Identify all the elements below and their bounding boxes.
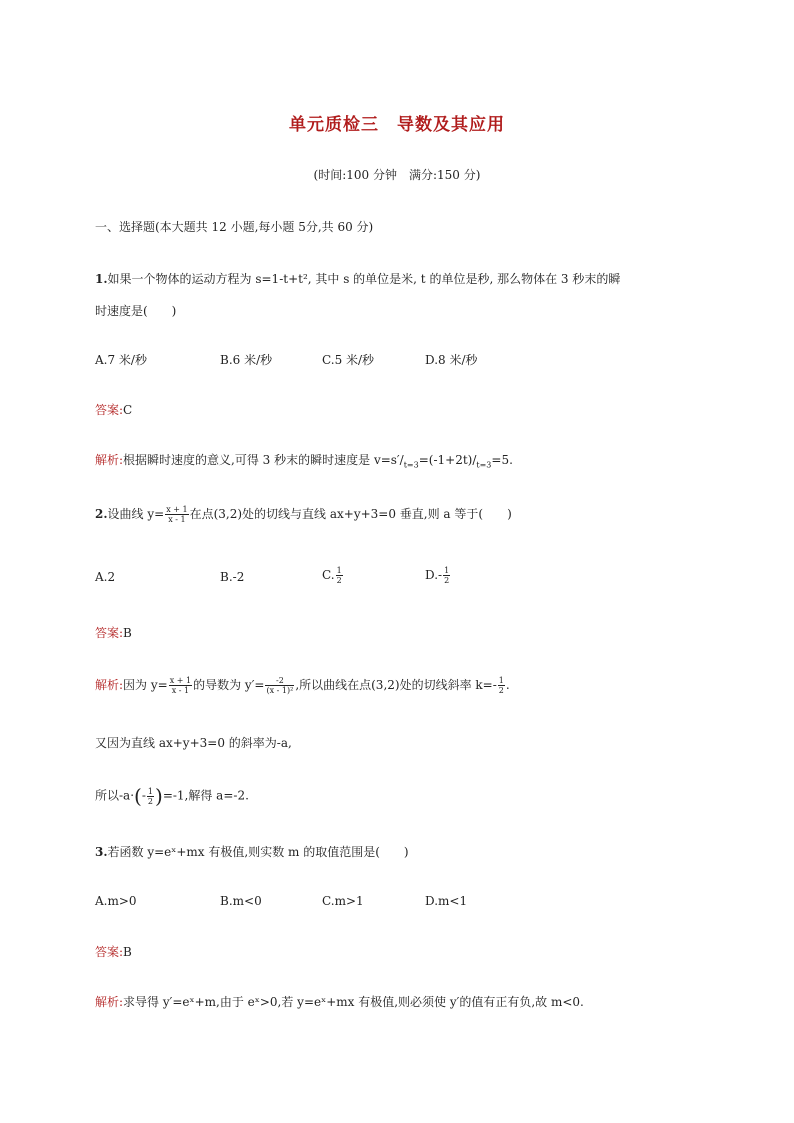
option-c: C. $\frac{1}{2}$	[322, 566, 342, 585]
option-d: D.- $\frac{1}{2}$	[425, 566, 450, 585]
option-b: B.m<0	[220, 894, 262, 908]
exam-info: (时间:100 分钟 满分:150 分)	[313, 168, 481, 182]
option-d: D.m<1	[425, 894, 468, 908]
question-1-stem-cont: 时速度是( )	[95, 304, 177, 318]
option-c: C.5 米/秒	[322, 353, 375, 367]
question-text: 如果一个物体的运动方程为 s=1-t+t², 其中 s 的单位是米, t 的单位是秒, 那么物体在 3 秒末的瞬	[107, 272, 621, 286]
option-b: B.6 米/秒	[220, 353, 273, 367]
answer-3	[95, 943, 132, 960]
analysis-label: 解析:	[95, 678, 124, 692]
fraction: $\frac{x + 1}{x - 1}$	[166, 505, 188, 524]
option-c: C.m>1	[322, 894, 364, 908]
answer-label: 答案:	[95, 945, 124, 959]
analysis-1: 解析:根据瞬时速度的意义,可得 3 秒末的瞬时速度是 $v=s'/_{t=3}=(-1+2t)/_{t=3}=5$.	[95, 453, 513, 470]
question-3-stem: 3.若函数 y=eˣ+mx 有极值,则实数 m 的取值范围是( )	[95, 845, 409, 859]
analysis-label: 解析:	[95, 453, 124, 467]
question-number: 2.	[95, 507, 108, 521]
option-d: D.8 米/秒	[425, 353, 478, 367]
section-heading: 一、选择题(本大题共 12 小题,每小题 5分,共 60 分)	[95, 220, 374, 234]
analysis-2-line2: 又因为直线 ax+y+3=0 的斜率为-a,	[95, 736, 292, 750]
analysis-3: 解析:求导得 y′=eˣ+m,由于 eˣ>0,若 y=eˣ+mx 有极值,则必须使 y′的值有正有负,故 m<0.	[95, 995, 584, 1009]
question-1-stem	[95, 270, 620, 287]
answer-value: C	[123, 403, 133, 417]
option-a: A.7 米/秒	[95, 353, 147, 367]
answer-label: 答案:	[95, 626, 124, 640]
question-number: 3.	[95, 845, 108, 859]
analysis-2: 解析:因为 y= $\frac{x + 1}{x - 1}$ 的导数为 y′= $\frac{-2}{\text{(x - 1)²}}$ ,所以曲线在点(3,2)处的切线斜率 k=- $\frac{1}{2}$ .	[95, 676, 510, 695]
option-a: A.2	[95, 570, 116, 584]
option-a: A.m>0	[95, 894, 137, 908]
question-2-stem: 2.设曲线 y= $\frac{x + 1}{x - 1}$ 在点(3,2)处的切线与直线 ax+y+3=0 垂直,则 a 等于( )	[95, 505, 512, 524]
page-title: 单元质检三 导数及其应用	[289, 115, 505, 135]
answer-label: 答案:	[95, 403, 124, 417]
option-b: B.-2	[220, 570, 245, 584]
analysis-label: 解析:	[95, 995, 124, 1009]
analysis-2-line3: 所以-a·(- $\frac{1}{2}$ )=-1,解得 a=-2.	[95, 784, 249, 808]
answer-2	[95, 624, 132, 641]
answer-value: B	[123, 626, 132, 640]
answer-value: B	[123, 945, 132, 959]
answer-1	[95, 401, 132, 418]
question-number: 1.	[95, 272, 108, 286]
